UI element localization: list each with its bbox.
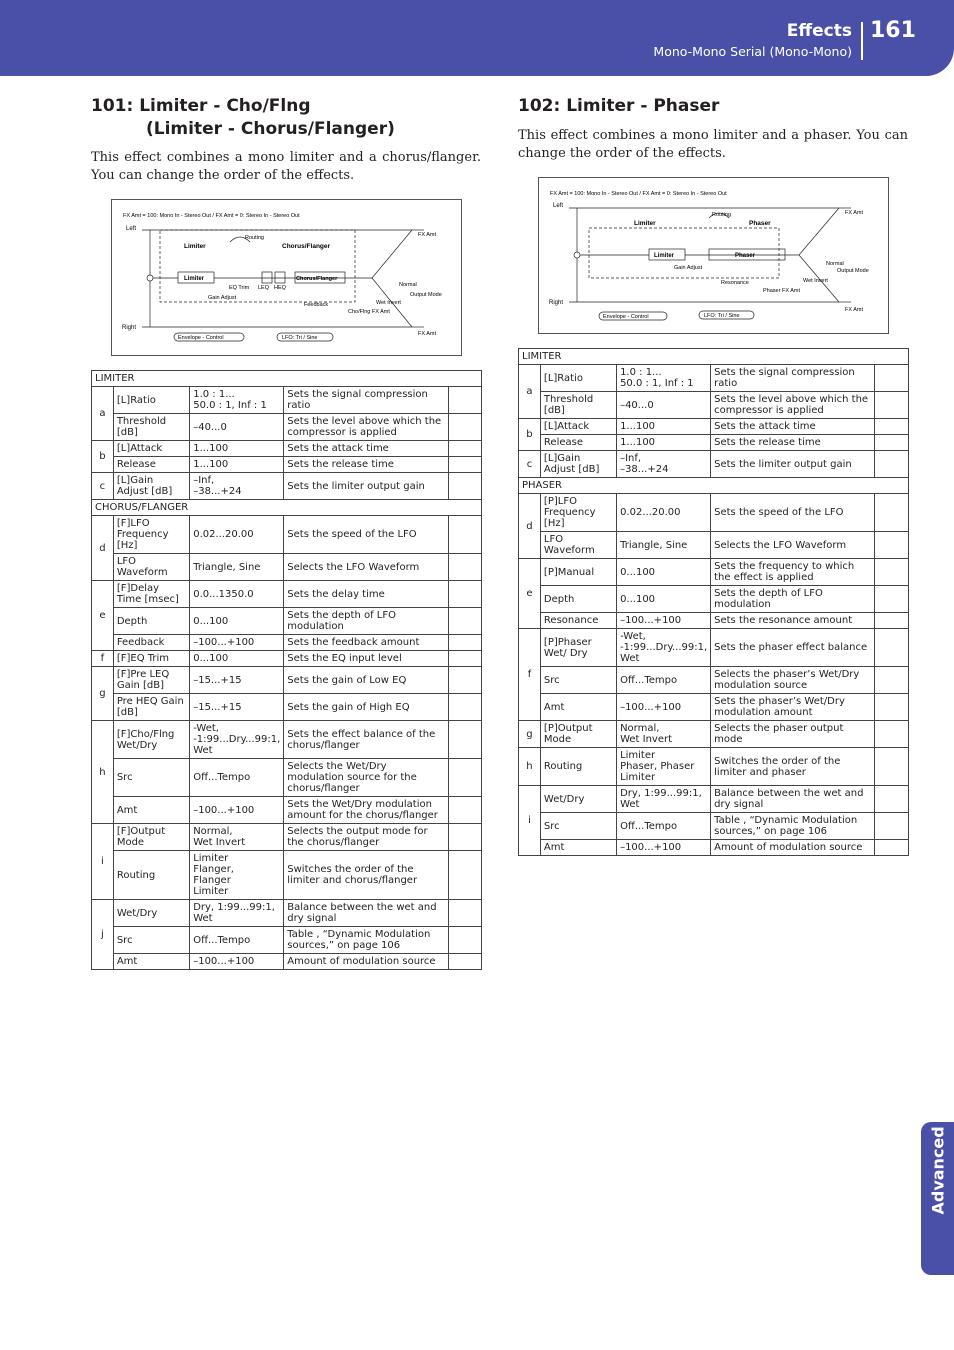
- param-range: –15...+15: [190, 667, 284, 694]
- param-range: –15...+15: [190, 694, 284, 721]
- param-extra: [448, 927, 481, 954]
- diagram-chorus-head: Chorus/Flanger: [282, 243, 331, 250]
- param-group-key: b: [92, 441, 114, 473]
- param-row: [519, 840, 909, 856]
- param-row: [92, 759, 482, 797]
- effect-101-param-table: [91, 370, 482, 970]
- param-description: Selects the LFO Waveform: [711, 532, 875, 559]
- diagram-gain: Gain Adjust: [674, 265, 703, 271]
- param-name: [L]Attack: [113, 441, 189, 457]
- param-description: Balance between the wet and dry signal: [284, 900, 448, 927]
- param-range: –40...0: [190, 414, 284, 441]
- param-description: Sets the depth of LFO modulation: [284, 608, 448, 635]
- param-description: Sets the speed of the LFO: [711, 494, 875, 532]
- param-row: [92, 457, 482, 473]
- param-name: [F]Cho/Flng Wet/Dry: [113, 721, 189, 759]
- page-header: [0, 0, 954, 76]
- param-name: [P]Output Mode: [540, 721, 616, 748]
- param-range: Triangle, Sine: [190, 554, 284, 581]
- param-extra: [448, 441, 481, 457]
- param-row: [519, 365, 909, 392]
- section-name: LIMITER: [92, 371, 482, 387]
- diagram-feedback: Feedback: [304, 302, 329, 308]
- param-description: Sets the EQ input level: [284, 651, 448, 667]
- param-description: Selects the output mode for the chorus/flanger: [284, 824, 448, 851]
- param-group-key: j: [92, 900, 114, 970]
- param-description: Sets the frequency to which the effect is applied: [711, 559, 875, 586]
- param-row: [92, 667, 482, 694]
- param-description: Sets the level above which the compressor is applied: [711, 392, 875, 419]
- param-extra: [448, 608, 481, 635]
- param-description: Sets the effect balance of the chorus/flanger: [284, 721, 448, 759]
- param-range: 0...100: [190, 608, 284, 635]
- param-extra: [875, 840, 909, 856]
- param-group-key: a: [92, 387, 114, 441]
- param-group-key: g: [519, 721, 541, 748]
- param-description: Switches the order of the limiter and chorus/flanger: [284, 851, 448, 900]
- param-group-key: h: [519, 748, 541, 786]
- diagram-wetinv: Wet Invert: [376, 300, 401, 306]
- param-description: Sets the phaser’s Wet/Dry modulation amount: [711, 694, 875, 721]
- param-extra: [875, 786, 909, 813]
- param-extra: [448, 759, 481, 797]
- side-tab-label: Advanced: [928, 1126, 948, 1215]
- param-row: [519, 435, 909, 451]
- param-name: [F]Output Mode: [113, 824, 189, 851]
- diagram-limiter-block: Limiter: [184, 276, 205, 282]
- param-description: Sets the level above which the compressor is applied: [284, 414, 448, 441]
- diagram-lfo: LFO: Tri / Sine: [282, 335, 318, 341]
- param-range: 1...100: [190, 457, 284, 473]
- param-description: Sets the resonance amount: [711, 613, 875, 629]
- param-name: Src: [113, 927, 189, 954]
- param-range: Off...Tempo: [190, 927, 284, 954]
- param-range: 1...100: [190, 441, 284, 457]
- diagram-fx-note: FX Amt = 100: Mono In - Stereo Out / FX Amt = 0: Stereo In - Stereo Out: [550, 191, 727, 197]
- param-name: Src: [113, 759, 189, 797]
- effect-102-intro: This effect combines a mono limiter and a phaser. You can change the order of the effects.: [518, 128, 908, 161]
- param-range: –Inf, –38...+24: [190, 473, 284, 500]
- param-range: Normal, Wet Invert: [617, 721, 711, 748]
- param-extra: [448, 797, 481, 824]
- param-extra: [875, 613, 909, 629]
- param-description: Balance between the wet and dry signal: [711, 786, 875, 813]
- param-row: [92, 473, 482, 500]
- header-section: Effects: [786, 21, 852, 41]
- param-row: [519, 586, 909, 613]
- header-subsection: Mono-Mono Serial (Mono-Mono): [653, 44, 852, 59]
- param-description: Table , “Dynamic Modulation sources,” on page 106: [284, 927, 448, 954]
- param-group-key: f: [519, 629, 541, 721]
- param-extra: [448, 667, 481, 694]
- param-name: Resonance: [540, 613, 616, 629]
- diagram-env: Envelope - Control: [178, 335, 224, 341]
- param-range: –100...+100: [617, 694, 711, 721]
- param-row: [92, 927, 482, 954]
- effect-102-param-table: [518, 348, 909, 856]
- param-range: Off...Tempo: [617, 667, 711, 694]
- param-row: [92, 516, 482, 554]
- param-range: 0.02...20.00: [190, 516, 284, 554]
- param-row: [519, 694, 909, 721]
- param-row: [519, 419, 909, 435]
- param-row: [519, 451, 909, 478]
- param-name: Src: [540, 667, 616, 694]
- param-name: [F]LFO Frequency [Hz]: [113, 516, 189, 554]
- diagram-env: Envelope - Control: [603, 314, 649, 320]
- diagram-wetinv: Wet Invert: [803, 278, 828, 284]
- param-row: [519, 721, 909, 748]
- param-row: [519, 559, 909, 586]
- param-group-key: b: [519, 419, 541, 451]
- param-name: [F]Delay Time [msec]: [113, 581, 189, 608]
- param-extra: [448, 387, 481, 414]
- diagram-outmode: Output Mode: [410, 292, 442, 298]
- param-row: [92, 797, 482, 824]
- param-extra: [875, 494, 909, 532]
- diagram-fxamt-top: FX Amt: [418, 232, 437, 238]
- param-range: –100...+100: [190, 954, 284, 970]
- section-name: CHORUS/FLANGER: [92, 500, 482, 516]
- effect-102-title: 102: Limiter - Phaser: [518, 96, 720, 116]
- param-range: 1...100: [617, 435, 711, 451]
- param-name: [P]Phaser Wet/ Dry: [540, 629, 616, 667]
- param-description: Amount of modulation source: [711, 840, 875, 856]
- param-name: [F]EQ Trim: [113, 651, 189, 667]
- diagram-limiter-head: Limiter: [184, 243, 206, 250]
- param-range: Normal, Wet Invert: [190, 824, 284, 851]
- param-name: Amt: [113, 954, 189, 970]
- section-header-row: [92, 500, 482, 516]
- param-name: Routing: [113, 851, 189, 900]
- diagram-chorus-block: Chorus/Flanger: [296, 276, 338, 282]
- param-group-key: d: [92, 516, 114, 581]
- diagram-phaser-block: Phaser: [735, 253, 756, 259]
- param-row: [92, 387, 482, 414]
- param-description: Switches the order of the limiter and phaser: [711, 748, 875, 786]
- section-name: PHASER: [519, 478, 909, 494]
- param-row: [519, 813, 909, 840]
- param-range: Limiter Phaser, Phaser Limiter: [617, 748, 711, 786]
- param-name: Amt: [540, 840, 616, 856]
- param-range: Triangle, Sine: [617, 532, 711, 559]
- effect-101-intro: This effect combines a mono limiter and a chorus/flanger. You can change the order of the effects.: [91, 150, 481, 183]
- param-extra: [448, 900, 481, 927]
- param-group-key: g: [92, 667, 114, 721]
- param-range: 1.0 : 1... 50.0 : 1, Inf : 1: [617, 365, 711, 392]
- param-description: Sets the depth of LFO modulation: [711, 586, 875, 613]
- param-row: [519, 748, 909, 786]
- param-name: Amt: [540, 694, 616, 721]
- param-range: Off...Tempo: [190, 759, 284, 797]
- param-row: [92, 721, 482, 759]
- diagram-normal: Normal: [399, 282, 417, 288]
- param-description: Sets the gain of Low EQ: [284, 667, 448, 694]
- param-group-key: e: [519, 559, 541, 629]
- param-name: [P]LFO Frequency [Hz]: [540, 494, 616, 532]
- param-range: –Inf, –38...+24: [617, 451, 711, 478]
- diagram-fxamt-top: FX Amt: [845, 210, 864, 216]
- param-range: -Wet, -1:99...Dry...99:1, Wet: [617, 629, 711, 667]
- param-group-key: f: [92, 651, 114, 667]
- param-description: Sets the feedback amount: [284, 635, 448, 651]
- diagram-left-label: Left: [553, 203, 564, 209]
- param-row: [92, 414, 482, 441]
- param-range: Limiter Flanger, Flanger Limiter: [190, 851, 284, 900]
- param-extra: [875, 586, 909, 613]
- param-row: [92, 554, 482, 581]
- param-name: Src: [540, 813, 616, 840]
- param-row: [519, 613, 909, 629]
- diagram-right-label: Right: [122, 325, 137, 331]
- param-description: Sets the limiter output gain: [711, 451, 875, 478]
- param-row: [519, 494, 909, 532]
- diagram-outmode: Output Mode: [837, 268, 869, 274]
- param-name: Threshold [dB]: [540, 392, 616, 419]
- param-description: Sets the speed of the LFO: [284, 516, 448, 554]
- param-name: Depth: [113, 608, 189, 635]
- param-row: [519, 667, 909, 694]
- param-description: Amount of modulation source: [284, 954, 448, 970]
- param-row: [92, 694, 482, 721]
- diagram-phaser-head: Phaser: [749, 220, 771, 227]
- param-extra: [875, 667, 909, 694]
- diagram-limiter-block: Limiter: [654, 253, 675, 259]
- param-extra: [448, 414, 481, 441]
- param-extra: [875, 629, 909, 667]
- section-header-row: [92, 371, 482, 387]
- param-extra: [448, 851, 481, 900]
- param-description: Sets the limiter output gain: [284, 473, 448, 500]
- param-name: [L]Ratio: [540, 365, 616, 392]
- param-group-key: h: [92, 721, 114, 824]
- param-row: [92, 651, 482, 667]
- param-extra: [875, 813, 909, 840]
- page-number: 161: [870, 18, 916, 43]
- diagram-routing: Routing: [712, 212, 731, 218]
- param-range: Dry, 1:99...99:1, Wet: [190, 900, 284, 927]
- param-name: [F]Pre LEQ Gain [dB]: [113, 667, 189, 694]
- param-extra: [875, 532, 909, 559]
- param-name: LFO Waveform: [113, 554, 189, 581]
- effect-102-diagram: [538, 177, 889, 334]
- param-name: Wet/Dry: [113, 900, 189, 927]
- section-name: LIMITER: [519, 349, 909, 365]
- param-extra: [875, 694, 909, 721]
- param-description: Sets the release time: [711, 435, 875, 451]
- param-extra: [448, 824, 481, 851]
- param-name: [L]Ratio: [113, 387, 189, 414]
- param-name: [L]Gain Adjust [dB]: [113, 473, 189, 500]
- diagram-routing: Routing: [245, 235, 264, 241]
- diagram-normal: Normal: [826, 261, 844, 267]
- param-row: [92, 608, 482, 635]
- param-description: Table , “Dynamic Modulation sources,” on page 106: [711, 813, 875, 840]
- param-name: [L]Attack: [540, 419, 616, 435]
- param-range: 0...100: [617, 559, 711, 586]
- param-row: [519, 629, 909, 667]
- param-range: 0.0...1350.0: [190, 581, 284, 608]
- param-extra: [875, 748, 909, 786]
- param-row: [92, 954, 482, 970]
- param-row: [92, 900, 482, 927]
- param-extra: [875, 435, 909, 451]
- param-range: –100...+100: [190, 797, 284, 824]
- param-extra: [448, 954, 481, 970]
- param-group-key: c: [92, 473, 114, 500]
- param-name: Release: [113, 457, 189, 473]
- param-extra: [448, 694, 481, 721]
- param-description: Sets the attack time: [711, 419, 875, 435]
- param-name: Wet/Dry: [540, 786, 616, 813]
- diagram-leq: LEQ: [258, 285, 270, 291]
- effect-101-title: 101: Limiter - Cho/Flng: [91, 96, 311, 116]
- param-description: Selects the LFO Waveform: [284, 554, 448, 581]
- param-description: Selects the phaser’s Wet/Dry modulation source: [711, 667, 875, 694]
- section-header-row: [519, 478, 909, 494]
- param-name: Routing: [540, 748, 616, 786]
- param-extra: [448, 554, 481, 581]
- param-name: Release: [540, 435, 616, 451]
- param-name: Pre HEQ Gain [dB]: [113, 694, 189, 721]
- param-extra: [875, 721, 909, 748]
- param-name: [L]Gain Adjust [dB]: [540, 451, 616, 478]
- param-row: [92, 635, 482, 651]
- param-description: Sets the delay time: [284, 581, 448, 608]
- param-row: [519, 532, 909, 559]
- param-extra: [448, 457, 481, 473]
- param-extra: [875, 392, 909, 419]
- param-row: [519, 786, 909, 813]
- diagram-left-label: Left: [126, 226, 137, 232]
- param-group-key: c: [519, 451, 541, 478]
- param-extra: [448, 651, 481, 667]
- param-range: Off...Tempo: [617, 813, 711, 840]
- diagram-right-label: Right: [549, 300, 564, 306]
- param-name: Depth: [540, 586, 616, 613]
- header-divider: [861, 22, 863, 60]
- param-description: Sets the Wet/Dry modulation amount for the chorus/flanger: [284, 797, 448, 824]
- diagram-chofx: Cho/Flng FX Amt: [348, 309, 390, 315]
- param-description: Sets the phaser effect balance: [711, 629, 875, 667]
- param-range: 1.0 : 1... 50.0 : 1, Inf : 1: [190, 387, 284, 414]
- param-extra: [448, 635, 481, 651]
- param-range: 0...100: [190, 651, 284, 667]
- diagram-phfx: Phaser FX Amt: [763, 288, 800, 294]
- param-name: [P]Manual: [540, 559, 616, 586]
- param-range: 0...100: [617, 586, 711, 613]
- param-row: [92, 851, 482, 900]
- param-row: [92, 581, 482, 608]
- param-extra: [448, 721, 481, 759]
- diagram-heq: HEQ: [274, 285, 286, 291]
- param-range: –100...+100: [617, 840, 711, 856]
- param-name: Threshold [dB]: [113, 414, 189, 441]
- diagram-gain: Gain Adjust: [208, 295, 237, 301]
- param-extra: [875, 451, 909, 478]
- diagram-resonance: Resonance: [721, 280, 749, 286]
- param-group-key: i: [92, 824, 114, 900]
- param-range: -Wet, -1:99...Dry...99:1, Wet: [190, 721, 284, 759]
- param-description: Sets the gain of High EQ: [284, 694, 448, 721]
- param-description: Sets the signal compression ratio: [284, 387, 448, 414]
- diagram-fxamt-bottom: FX Amt: [418, 331, 437, 337]
- param-name: LFO Waveform: [540, 532, 616, 559]
- diagram-fxamt-bottom: FX Amt: [845, 307, 864, 313]
- param-name: Feedback: [113, 635, 189, 651]
- param-range: –100...+100: [190, 635, 284, 651]
- effect-101-subtitle: (Limiter - Chorus/Flanger): [146, 119, 395, 139]
- param-description: Sets the attack time: [284, 441, 448, 457]
- section-header-row: [519, 349, 909, 365]
- param-description: Selects the phaser output mode: [711, 721, 875, 748]
- param-row: [519, 392, 909, 419]
- param-extra: [875, 559, 909, 586]
- param-group-key: e: [92, 581, 114, 651]
- diagram-lfo: LFO: Tri / Sine: [704, 313, 740, 319]
- param-group-key: a: [519, 365, 541, 419]
- diagram-limiter-head: Limiter: [634, 220, 656, 227]
- param-extra: [448, 473, 481, 500]
- param-extra: [448, 516, 481, 554]
- diagram-eqtrim: EQ Trim: [229, 285, 250, 291]
- param-range: 1...100: [617, 419, 711, 435]
- param-group-key: d: [519, 494, 541, 559]
- param-range: Dry, 1:99...99:1, Wet: [617, 786, 711, 813]
- param-description: Sets the release time: [284, 457, 448, 473]
- param-row: [92, 441, 482, 457]
- param-extra: [448, 581, 481, 608]
- effect-101-diagram: [111, 199, 462, 356]
- param-range: –40...0: [617, 392, 711, 419]
- param-description: Selects the Wet/Dry modulation source for the chorus/flanger: [284, 759, 448, 797]
- param-extra: [875, 419, 909, 435]
- param-name: Amt: [113, 797, 189, 824]
- param-range: 0.02...20.00: [617, 494, 711, 532]
- param-extra: [875, 365, 909, 392]
- param-row: [92, 824, 482, 851]
- param-group-key: i: [519, 786, 541, 856]
- diagram-fx-note: FX Amt = 100: Mono In - Stereo Out / FX Amt = 0: Stereo In - Stereo Out: [123, 213, 300, 219]
- param-description: Sets the signal compression ratio: [711, 365, 875, 392]
- param-range: –100...+100: [617, 613, 711, 629]
